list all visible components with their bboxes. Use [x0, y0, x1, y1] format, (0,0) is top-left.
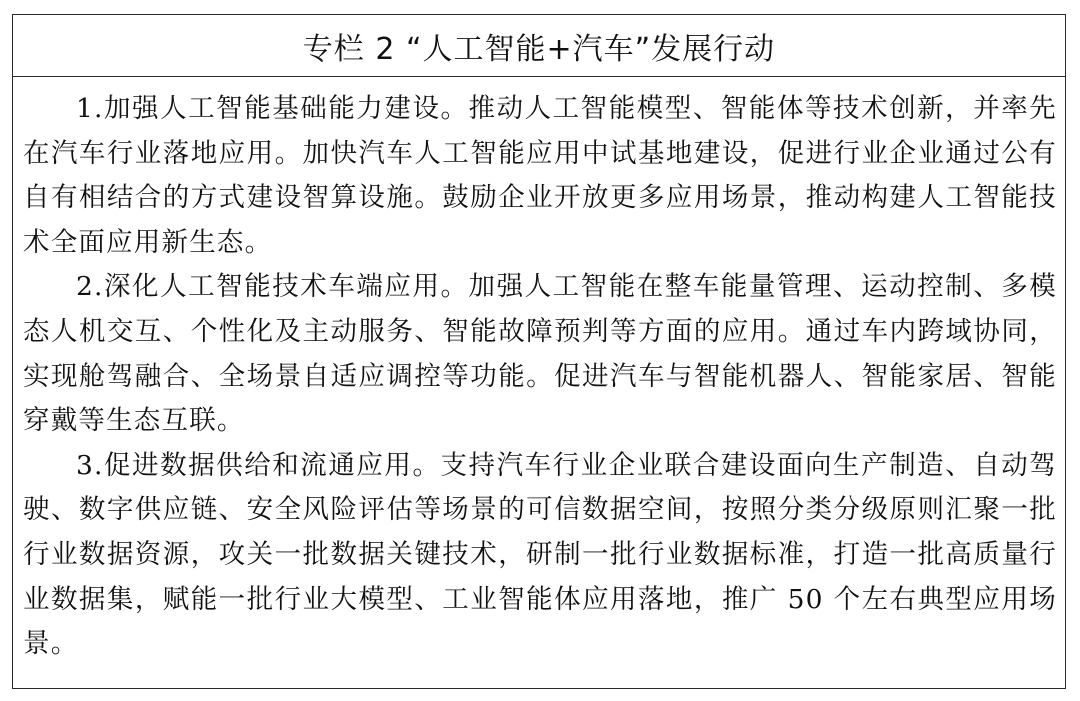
- column-box: [12, 14, 1066, 689]
- column-title: 专栏 2 “人工智能+汽车”发展行动: [13, 15, 1065, 77]
- paragraph-data-supply: 3.促进数据供给和流通应用。支持汽车行业企业联合建设面向生产制造、自动驾驶、数字供应链、安全风险评估等场景的可信数据空间，按照分类分级原则汇聚一批行业数据资源，攻关一批数据关键技术，研制一批行业数据标准，打造一批高质量行业数据集，赋能一批行业大模型、工业智能体应用落地，推广 50 个左右典型应用场景。: [23, 449, 1057, 660]
- paragraph-vehicle-application: 2.深化人工智能技术车端应用。加强人工智能在整车能量管理、运动控制、多模态人机交互、个性化及主动服务、智能故障预判等方面的应用。通过车内跨域协同，实现舱驾融合、全场景自适应调控等功能。促进汽车与智能机器人、智能家居、智能穿戴等生态互联。: [23, 271, 1057, 437]
- column-body: [13, 77, 1065, 667]
- paragraph-ai-foundation: 1.加强人工智能基础能力建设。推动人工智能模型、智能体等技术创新，并率先在汽车行业落地应用。加快汽车人工智能应用中试基地建设，促进行业企业通过公有自有相结合的方式建设智算设施。鼓励企业开放更多应用场景，推动构建人工智能技术全面应用新生态。: [23, 93, 1057, 258]
